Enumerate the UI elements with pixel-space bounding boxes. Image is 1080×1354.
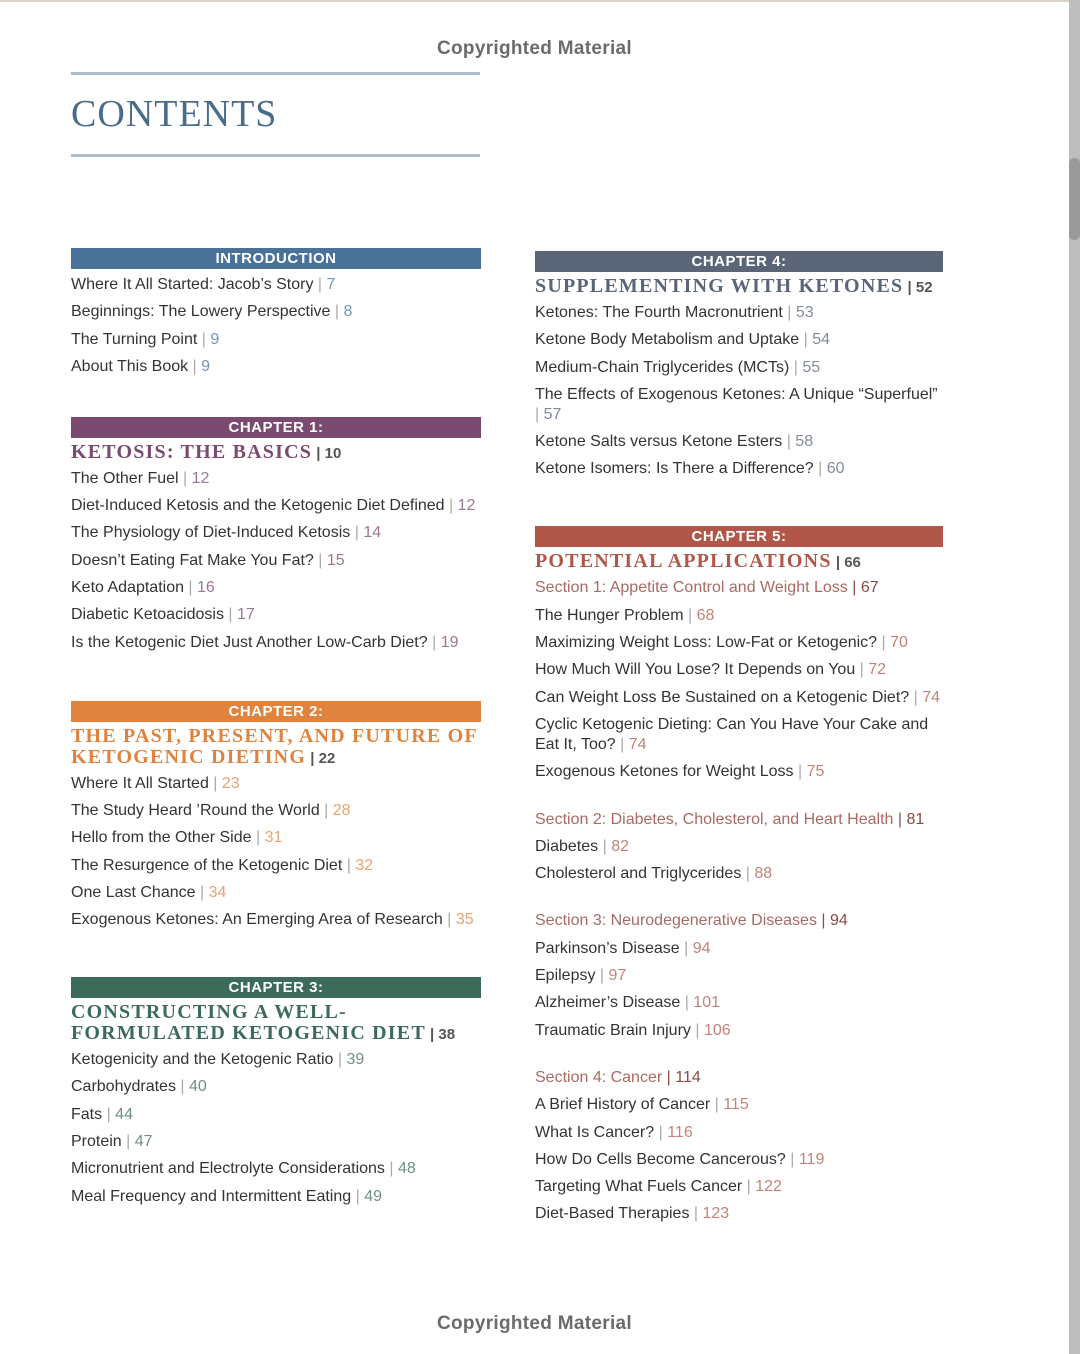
page-separator: | [903,279,916,296]
entry-title: Doesn’t Eating Fat Make You Fat? [71,551,314,569]
chapter-label-bar: CHAPTER 1: [71,417,481,438]
toc-entry[interactable] [71,469,481,489]
entry-title: Keto Adaptation [71,579,184,597]
chapter-page-number: 38 [438,1026,456,1044]
chapter-title-text: SUPPLEMENTING WITH KETONES [535,275,904,297]
entry-title: Ketone Isomers: Is There a Difference? [535,460,814,478]
entry-title: Medium-Chain Triglycerides (MCTs) [535,358,790,376]
page-top-border [0,0,1069,2]
chapter-title-text: CONSTRUCTING A WELL-FORMULATED KETOGENIC DIET [71,1001,426,1045]
page-number: 122 [755,1178,782,1196]
toc-entry[interactable] [71,883,481,903]
toc-entry[interactable] [71,633,481,653]
entry-title: Carbohydrates [71,1078,176,1096]
entry-title: About This Book [71,357,189,375]
page-separator: | [102,1105,116,1123]
chapter-title-text: THE PAST, PRESENT, AND FUTURE OF KETOGENIC DIETING [71,724,478,768]
page-separator: | [893,810,907,828]
page-separator: | [710,1096,724,1114]
page-separator: | [535,405,544,423]
page-separator: | [197,330,211,348]
toc-entry[interactable] [535,864,943,884]
toc-entry[interactable] [535,358,943,378]
toc-section[interactable] [535,911,943,931]
page-number: 101 [693,994,720,1012]
toc-entry[interactable] [535,1123,943,1143]
page-number: 28 [332,801,351,819]
page-number: 55 [802,358,821,376]
section-gap [535,891,943,911]
chapter-title[interactable] [535,551,943,573]
page-separator: | [427,633,441,651]
page-number: 81 [906,810,925,828]
toc-entry[interactable] [535,303,943,323]
page-separator: | [782,433,796,451]
page-number: 114 [675,1068,701,1086]
toc-entry[interactable] [535,993,943,1013]
entry-title: Exogenous Ketones: An Emerging Area of Research [71,911,443,929]
page-separator: | [689,1205,703,1223]
page-number: 48 [397,1160,416,1178]
toc-section[interactable] [535,1068,943,1088]
toc-entry[interactable] [535,1095,943,1115]
page-number: 19 [440,633,459,651]
chapter-title[interactable] [71,1002,481,1045]
page-number: 88 [754,865,773,883]
page-separator: | [909,688,923,706]
entry-title: Epilepsy [535,967,596,985]
toc-entry[interactable] [535,330,943,350]
page-separator: | [351,1187,365,1205]
page-number: 106 [703,1021,731,1039]
page-number: 17 [237,606,255,624]
page-separator: | [178,469,192,487]
page-separator: | [384,1160,398,1178]
entry-title: Micronutrient and Electrolyte Considerations [71,1160,385,1178]
toc-entry[interactable] [71,774,481,794]
entry-title: Diabetic Ketoacidosis [71,606,224,624]
toc-entry[interactable] [535,837,943,857]
toc-entry[interactable] [535,432,943,452]
entry-title: How Do Cells Become Cancerous? [535,1150,786,1168]
toc-entry[interactable] [71,801,481,821]
toc-section[interactable] [535,810,943,830]
page-separator: | [319,801,333,819]
page-number: 32 [355,856,374,874]
page-number: 14 [363,524,382,542]
toc-entry[interactable] [71,1132,481,1152]
entry-title: The Physiology of Diet-Induced Ketosis [71,524,351,542]
toc-entry[interactable] [71,1159,481,1179]
page-number: 72 [868,661,887,679]
page-number: 9 [210,330,220,348]
chapter-block [535,526,943,1224]
page-separator: | [662,1068,676,1086]
toc-entry[interactable] [71,357,481,377]
page-separator: | [683,606,697,624]
section-gap [535,790,943,810]
page-separator: | [208,774,222,792]
toc-entry[interactable] [71,910,481,930]
toc-entry[interactable] [535,459,943,479]
toc-entry[interactable] [535,633,943,653]
page-number: 57 [543,405,562,423]
page-separator: | [121,1133,135,1151]
page-number: 44 [115,1105,133,1123]
entry-title: The Resurgence of the Ketogenic Diet [71,856,343,874]
entry-title: One Last Chance [71,883,196,901]
toc-entry[interactable] [71,1077,481,1097]
toc-entry[interactable] [535,715,943,755]
page-number: 40 [189,1078,207,1096]
toc-entry[interactable] [71,302,481,322]
page-number: 53 [795,304,814,321]
chapter-block [71,977,481,1206]
entry-title: Parkinson’s Disease [535,939,680,957]
entry-title: A Brief History of Cancer [535,1096,711,1114]
page-number: 12 [457,497,476,515]
page-number: 47 [134,1133,153,1151]
entry-title: Cyclic Ketogenic Dieting: Can You Have Your Cake and Eat It, Too? [535,715,929,753]
page-separator: | [741,865,755,883]
toc-entry[interactable] [71,1187,481,1207]
chapter-block [535,251,943,479]
page-separator: | [847,579,861,597]
toc-entry[interactable] [535,939,943,959]
page-separator: | [425,1026,439,1044]
toc-entry[interactable] [535,966,943,986]
toc-entry[interactable] [535,1204,943,1224]
page-number: 123 [702,1205,730,1223]
page-title: CONTENTS [71,93,278,135]
page-separator: | [690,1021,704,1039]
entry-title: The Hunger Problem [535,606,684,624]
toc-entry[interactable] [535,606,943,626]
page-separator: | [175,1078,189,1096]
entry-title: Diabetes [535,837,599,855]
section-title: Section 2: Diabetes, Cholesterol, and Heart Health [535,810,894,828]
entry-title: Traumatic Brain Injury [535,1021,691,1039]
chapter-page-number: 22 [318,749,336,767]
scrollbar-thumb[interactable] [1069,158,1080,240]
entry-title: Ketogenicity and the Ketogenic Ratio [71,1051,334,1069]
toc-entry[interactable] [71,1105,481,1125]
page-separator: | [877,634,891,652]
page-number: 7 [326,276,336,293]
title-rule-top [71,72,480,75]
chapter-block [71,701,481,930]
chapter-block [71,417,481,653]
entry-title: Diet-Based Therapies [535,1205,690,1223]
page-separator: | [615,735,629,753]
chapter-page-number: 66 [844,554,861,572]
page-separator: | [816,912,830,930]
title-rule-bottom [71,154,480,157]
page-separator: | [223,606,238,624]
toc-entry[interactable] [535,688,943,708]
entry-title: Can Weight Loss Be Sustained on a Ketogenic Diet? [535,688,910,706]
toc-entry[interactable] [71,605,481,625]
toc-entry[interactable] [535,1021,943,1041]
page-separator: | [306,749,319,767]
toc-entry[interactable] [71,856,481,876]
page-separator: | [813,460,827,478]
page-separator: | [183,579,198,597]
page-separator: | [595,967,609,985]
page-number: 68 [696,606,715,624]
page-separator: | [442,911,456,929]
page-number: 97 [608,967,627,985]
page-number: 23 [221,774,240,792]
toc-entry[interactable] [535,1150,943,1170]
entry-title: The Effects of Exogenous Ketones: A Unique “Superfuel” [535,385,938,403]
chapter-title[interactable] [71,442,481,464]
page-number: 67 [860,579,879,597]
page-number: 116 [667,1123,693,1141]
page-separator: | [313,551,327,569]
page-number: 74 [628,735,647,753]
page-separator: | [312,444,325,462]
page-separator: | [330,303,344,321]
page-number: 82 [611,837,629,855]
entry-title: Is the Ketogenic Diet Just Another Low-Carb Diet? [71,633,428,651]
toc-entry[interactable] [71,496,481,516]
page-separator: | [350,524,364,542]
entry-title: Meal Frequency and Intermittent Eating [71,1187,352,1205]
page-separator: | [598,837,612,855]
page-separator: | [654,1123,668,1141]
page-number: 94 [830,912,848,930]
toc-entry[interactable] [71,551,481,571]
toc-left-column [71,248,481,1214]
toc-right-column [535,251,943,1232]
entry-title: How Much Will You Lose? It Depends on You [535,661,856,679]
entry-title: The Turning Point [71,330,198,348]
entry-title: Fats [71,1105,103,1123]
entry-title: Where It All Started [71,774,209,792]
page-number: 12 [191,469,210,487]
entry-title: Exogenous Ketones for Weight Loss [535,763,794,781]
page-separator: | [342,856,356,874]
page-separator: | [855,661,869,679]
chapter-label-bar: CHAPTER 3: [71,977,481,998]
page-separator: | [313,276,327,293]
entry-title: Beginnings: The Lowery Perspective [71,303,331,321]
toc-entry[interactable] [71,523,481,543]
toc-entry[interactable] [71,578,481,598]
chapter-title-text: KETOSIS: THE BASICS [71,440,313,463]
page-number: 16 [197,579,215,597]
page-number: 31 [264,829,283,847]
page-separator: | [680,994,694,1012]
toc-entry[interactable] [71,828,481,848]
chapter-label-bar: CHAPTER 2: [71,701,481,722]
section-title: Section 1: Appetite Control and Weight Loss [535,579,848,597]
copyright-footer: Copyrighted Material [437,1313,632,1334]
entry-title: Targeting What Fuels Cancer [535,1178,743,1196]
chapter-title[interactable] [71,726,481,769]
page-separator: | [333,1051,347,1069]
entry-title: Maximizing Weight Loss: Low-Fat or Ketogenic? [535,634,878,652]
chapter-label-bar: CHAPTER 4: [535,251,943,272]
toc-entry[interactable] [71,275,481,295]
page-separator: | [831,554,845,572]
entry-title: The Other Fuel [71,469,179,487]
toc-entry[interactable] [71,330,481,350]
section-gap [535,1048,943,1068]
page-separator: | [742,1178,756,1196]
page-separator: | [444,497,458,515]
page-number: 9 [201,357,211,375]
entry-title: Cholesterol and Triglycerides [535,865,742,883]
page-number: 70 [890,634,908,652]
chapter-title-text: POTENTIAL APPLICATIONS [535,550,832,573]
page-number: 49 [364,1187,382,1205]
copyright-header: Copyrighted Material [437,38,632,59]
toc-entry[interactable] [535,660,943,680]
entry-title: Ketones: The Fourth Macronutrient [535,304,783,321]
page-separator: | [679,939,693,957]
toc-entry[interactable] [535,385,943,425]
page-number: 75 [806,763,825,781]
page-separator: | [195,883,209,901]
entry-title: Diet-Induced Ketosis and the Ketogenic Diet Defined [71,497,445,515]
page-number: 35 [455,911,474,929]
page-separator: | [793,763,807,781]
section-title: Section 4: Cancer [535,1068,663,1086]
toc-entry[interactable] [535,762,943,782]
chapter-page-number: 10 [324,444,342,462]
page-separator: | [251,829,265,847]
toc-entry[interactable] [535,1177,943,1197]
chapter-label-bar: CHAPTER 5: [535,526,943,547]
entry-title: Ketone Salts versus Ketone Esters [535,433,783,451]
page-separator: | [188,357,202,375]
section-title: Section 3: Neurodegenerative Diseases [535,912,817,930]
chapter-label-bar: INTRODUCTION [71,248,481,269]
page-separator: | [782,304,796,321]
page-number: 60 [826,460,845,478]
page-number: 115 [723,1096,749,1114]
page-number: 54 [812,331,830,349]
page-number: 34 [208,883,227,901]
chapter-title[interactable] [535,276,943,298]
chapter-page-number: 52 [915,279,933,296]
entry-title: Alzheimer’s Disease [535,994,681,1012]
page-number: 8 [343,303,353,321]
toc-entry[interactable] [71,1050,481,1070]
entry-title: What Is Cancer? [535,1123,655,1141]
page-number: 39 [346,1051,365,1069]
entry-title: Protein [71,1133,122,1151]
entry-title: The Study Heard ’Round the World [71,801,320,819]
page-number: 94 [692,939,711,957]
page-number: 74 [922,688,941,706]
page-number: 119 [798,1150,825,1168]
page-number: 15 [326,551,345,569]
page-separator: | [785,1150,799,1168]
entry-title: Ketone Body Metabolism and Uptake [535,331,800,349]
entry-title: Where It All Started: Jacob’s Story [71,276,314,293]
entry-title: Hello from the Other Side [71,829,252,847]
page-number: 58 [795,433,814,451]
page-separator: | [789,358,803,376]
page-separator: | [799,331,813,349]
chapter-block [71,248,481,377]
toc-section[interactable] [535,578,943,598]
